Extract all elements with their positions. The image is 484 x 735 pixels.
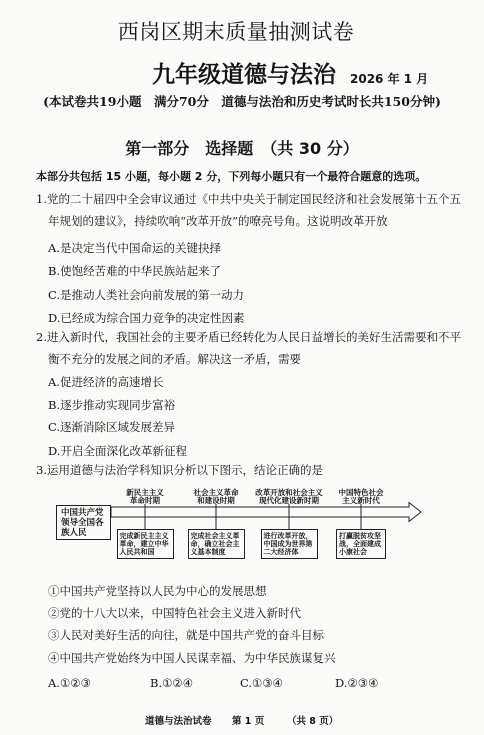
- diagram-text-line: 社会主义革命: [193, 488, 239, 497]
- question-stem-line: 年规划的建议》，持续吹响“改革开放”的嘹亮号角。这说明改革开放: [48, 214, 388, 228]
- option-d: D.②③④: [335, 676, 379, 690]
- section-title: 第一部分 选择题 （共 30 分）: [125, 139, 359, 158]
- timeline-arrow: [111, 503, 421, 522]
- diagram-text-line: 主义新时代: [342, 496, 380, 505]
- exam-subject: 九年级道德与法治: [152, 61, 336, 88]
- diagram-text-line: 改革开放和社会主义: [255, 488, 323, 497]
- diagram-text-line: 中国成为世界第: [263, 540, 313, 548]
- diagram-text-line: 命，确立社会主: [190, 540, 240, 548]
- option-d: D.开启全面深化改革新征程: [48, 444, 187, 458]
- footer-page-total: （共 8 页）: [287, 716, 339, 727]
- diagram-text-line: 族人民: [61, 528, 87, 538]
- footer-subject: 道德与法治试卷: [145, 716, 212, 727]
- period-result-box: [188, 529, 245, 559]
- option-b: B.逐步推动实现同步富裕: [48, 398, 176, 412]
- diagram-text-line: 革命，建立中华: [119, 540, 169, 548]
- diagram-text-line: 战，全面建成: [339, 540, 381, 548]
- option-b: B.①②④: [150, 676, 194, 690]
- section-instruction: 本部分共包括 15 小题，每小题 2 分，下列每小题只有一个最符合题意的选项。: [36, 170, 427, 183]
- diagram-text-line: 二大经济体: [263, 548, 299, 556]
- period-label: [174, 489, 258, 505]
- exam-title: 西岗区期末质量抽测试卷: [117, 20, 355, 44]
- option-b: B.使饱经苦难的中华民族站起来了: [48, 264, 222, 278]
- option-d: D.已经成为综合国力竞争的决定性因素: [48, 311, 245, 325]
- period-label: [319, 489, 403, 505]
- period-result-box: [336, 529, 386, 559]
- period-result-box: [117, 529, 174, 559]
- diagram-text-line: 革命时期: [130, 496, 160, 505]
- diagram-text-line: 完成新民主主义: [119, 532, 169, 540]
- exam-note: (本试卷共19小题 满分70分 道德与法治和历史考试时长共150分钟): [43, 94, 441, 109]
- footer-page-number: 第 1 页: [232, 716, 265, 727]
- period-result-box: [261, 529, 318, 559]
- option-a: A.促进经济的高速增长: [48, 375, 164, 389]
- statement-4: ④中国共产党始终为中国人民谋幸福、为中华民族谋复兴: [48, 651, 336, 665]
- option-c: C.①③④: [240, 676, 283, 690]
- diagram-subject-box: [56, 505, 111, 540]
- question-stem-line: 3.运用道德与法治学科知识分析以下图示，结论正确的是: [36, 463, 323, 477]
- diagram-text-line: 新民主主义: [126, 488, 164, 497]
- diagram-text-line: 人民共和国: [119, 548, 155, 556]
- option-c: C.是推动人类社会向前发展的第一动力: [48, 288, 245, 302]
- diagram-text-line: 领导全国各: [61, 518, 104, 528]
- option-c: C.逐渐消除区域发展差异: [48, 420, 176, 434]
- statement-2: ②党的十八大以来，中国特色社会主义进入新时代: [48, 606, 301, 620]
- diagram-text-line: 打赢脱贫攻坚: [339, 532, 381, 540]
- question-stem-line: 衡不充分的发展之间的矛盾。解决这一矛盾，需要: [48, 352, 301, 366]
- option-a: A.是决定当代中国命运的关键抉择: [48, 241, 221, 255]
- diagram-text-line: 和建设时期: [197, 496, 235, 505]
- diagram-text-line: 小康社会: [339, 548, 367, 556]
- question-stem-line: 1.党的二十届四中全会审议通过《中共中央关于制定国民经济和社会发展第十五个五: [36, 192, 461, 206]
- diagram-text-line: 完成社会主义革: [190, 532, 240, 540]
- diagram-text-line: 现代化建设新时期: [259, 496, 319, 505]
- timeline-diagram: [0, 484, 484, 562]
- exam-date: 2026 年 1 月: [350, 72, 429, 86]
- statement-1: ①中国共产党坚持以人民为中心的发展思想: [48, 584, 267, 598]
- question-stem-line: 2.进入新时代，我国社会的主要矛盾已经转化为人民日益增长的美好生活需要和不平: [36, 330, 461, 344]
- option-a: A.①②③: [48, 676, 91, 690]
- statement-3: ③人民对美好生活的向往，就是中国共产党的奋斗目标: [48, 628, 324, 642]
- diagram-text-line: 义基本制度: [190, 548, 226, 556]
- diagram-text-line: 中国特色社会: [338, 488, 384, 497]
- diagram-text-line: 中国共产党: [61, 508, 104, 518]
- diagram-text-line: 进行改革开放，: [263, 532, 313, 540]
